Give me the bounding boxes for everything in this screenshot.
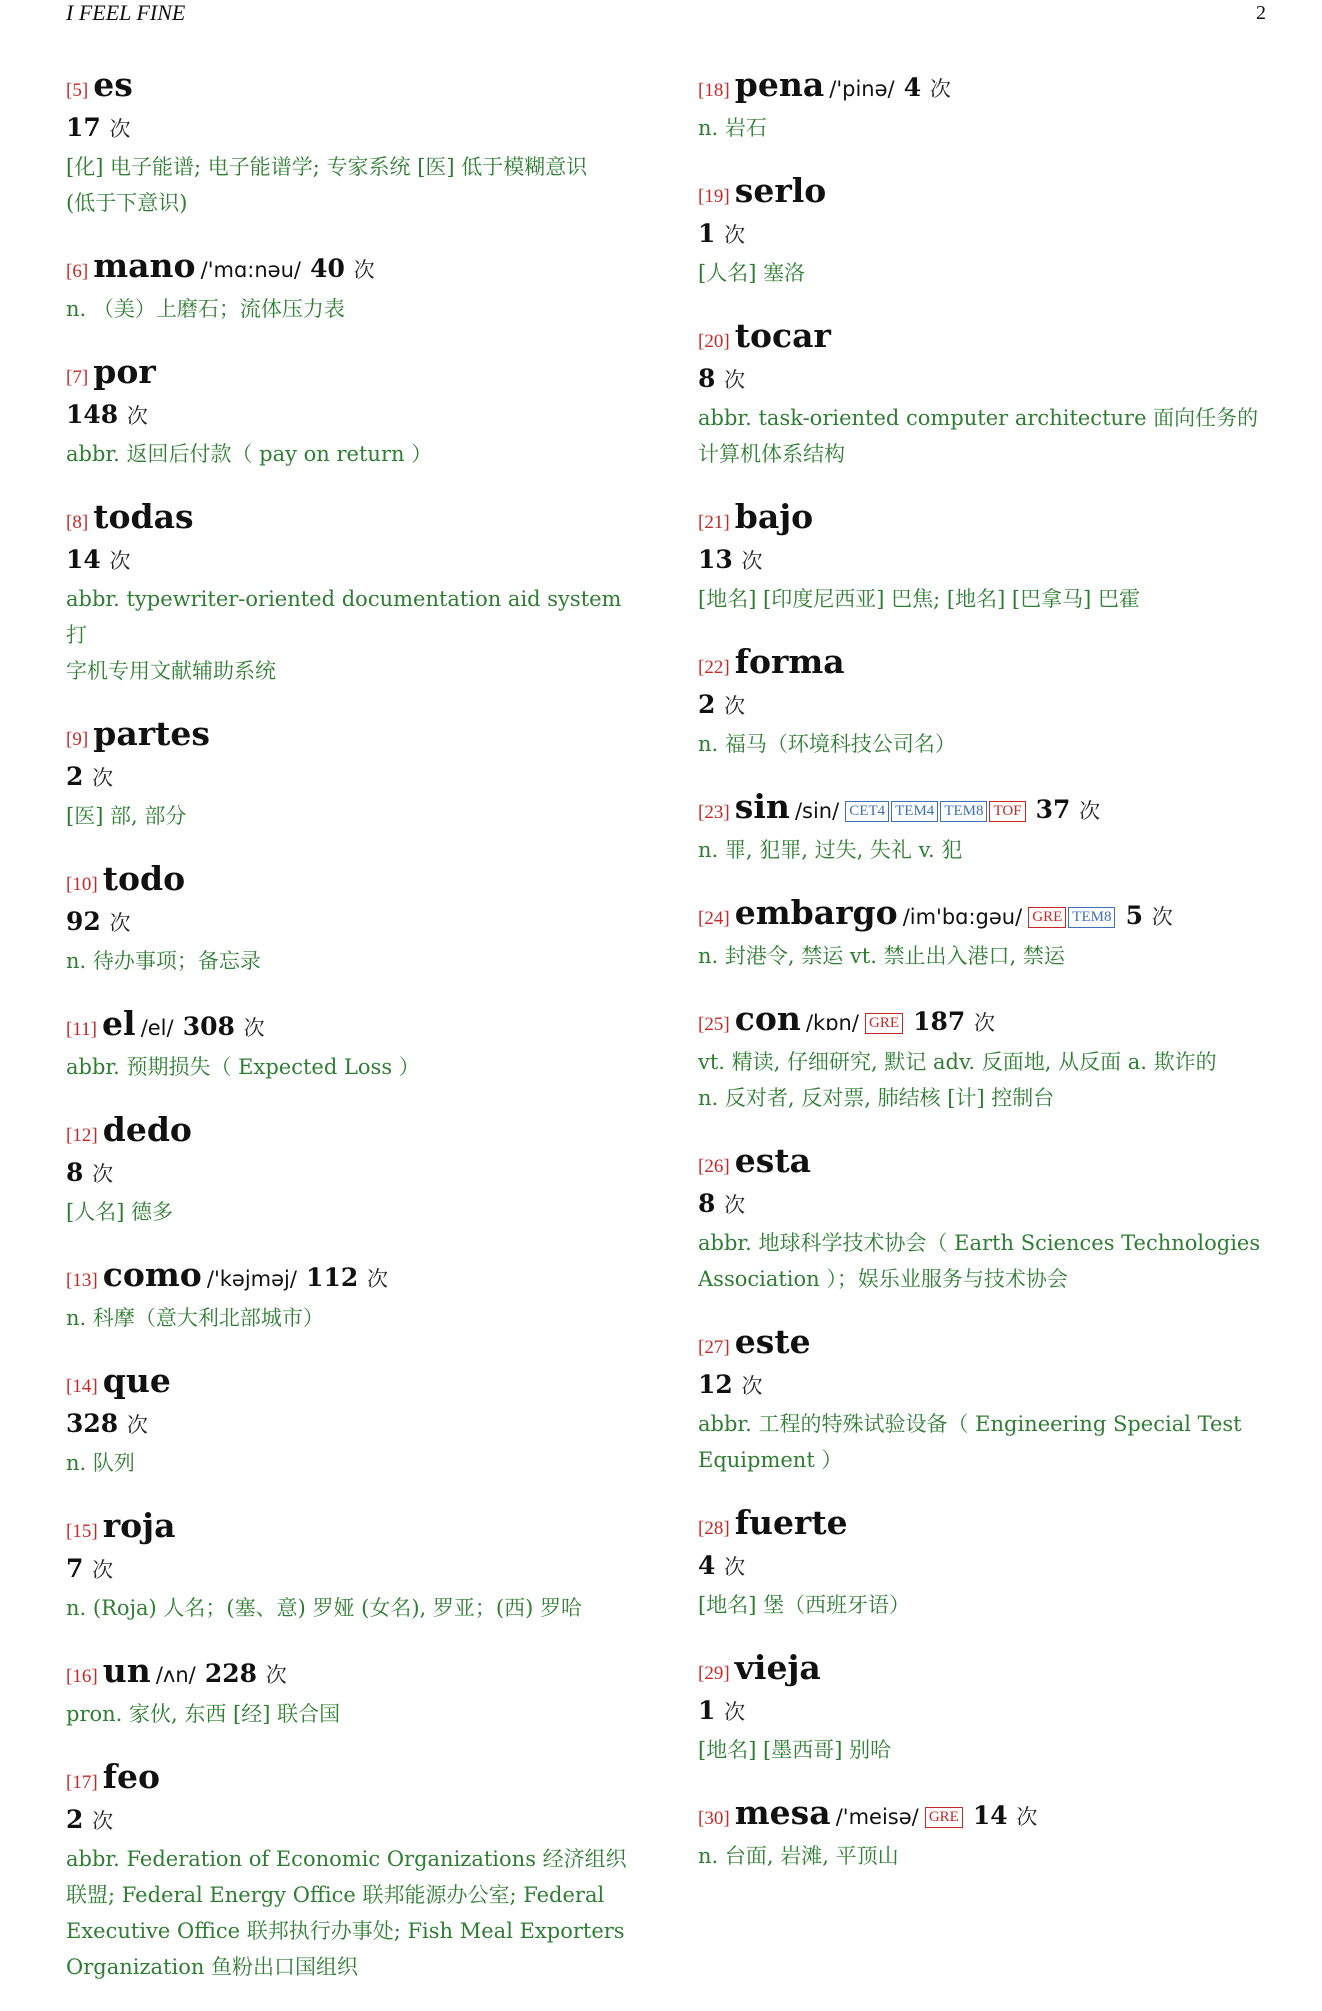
phonetic: /'kəjməj/ — [206, 1267, 297, 1291]
frequency-line — [66, 397, 636, 436]
frequency-count: 308 — [182, 1012, 235, 1041]
definition-line: [地名] [印度尼西亚] 巴焦; [地名] [巴拿马] 巴霍 — [698, 587, 1140, 611]
frequency-unit: 次 — [92, 766, 114, 790]
dictionary-entry — [698, 1794, 1278, 1874]
frequency — [698, 364, 745, 393]
entry-headline — [698, 788, 1278, 832]
headword: mano — [93, 246, 196, 285]
definition-line: n. 待办事项；备忘录 — [66, 949, 261, 973]
frequency-unit: 次 — [1151, 905, 1173, 929]
dictionary-entry — [66, 247, 636, 327]
entry-headline — [66, 1362, 636, 1406]
definition-line: n. 队列 — [66, 1451, 135, 1475]
definition-line: abbr. 地球科学技术协会（ Earth Sciences Technologies — [698, 1231, 1261, 1255]
entry-index: [6] — [66, 261, 89, 282]
phonetic: /kɒn/ — [805, 1011, 859, 1035]
dictionary-entry — [698, 66, 1278, 146]
definition-line: Equipment ） — [698, 1448, 843, 1472]
frequency-unit: 次 — [265, 1663, 287, 1687]
definition-line: [人名] 德多 — [66, 1200, 174, 1224]
frequency-unit: 次 — [1016, 1805, 1038, 1829]
entry-index: [7] — [66, 367, 89, 388]
frequency-line — [698, 216, 1278, 255]
definition — [698, 1406, 1278, 1478]
frequency-count: 37 — [1035, 795, 1071, 824]
entry-headline — [66, 1256, 636, 1300]
frequency — [66, 400, 148, 429]
definition-line: pron. 家伙, 东西 [经] 联合国 — [66, 1702, 341, 1726]
definition — [66, 798, 636, 834]
dictionary-entry — [66, 715, 636, 834]
entry-index: [21] — [698, 512, 730, 533]
frequency — [306, 1263, 388, 1292]
headword: bajo — [734, 497, 814, 536]
entry-index: [23] — [698, 802, 730, 823]
frequency-count: 1 — [698, 219, 716, 248]
frequency-unit: 次 — [126, 1413, 148, 1437]
frequency — [66, 1554, 113, 1583]
definition-line: Executive Office 联邦执行办事处; Fish Meal Exporters — [66, 1919, 625, 1943]
definition-line: abbr. 预期损失（ Expected Loss ） — [66, 1055, 420, 1079]
frequency-unit: 次 — [92, 1162, 114, 1186]
headword: feo — [102, 1757, 160, 1796]
frequency-line — [698, 687, 1278, 726]
definition — [66, 149, 636, 221]
frequency-count: 228 — [204, 1659, 258, 1688]
frequency — [66, 545, 131, 574]
frequency — [973, 1801, 1038, 1830]
dictionary-entry — [66, 1111, 636, 1230]
entry-index: [11] — [66, 1019, 97, 1040]
entry-headline — [698, 498, 1278, 542]
dictionary-entry — [66, 353, 636, 472]
headword: mesa — [734, 1793, 831, 1832]
frequency — [1126, 901, 1173, 930]
definition-line: n. 福马（环境科技公司名） — [698, 732, 956, 756]
entry-headline — [698, 894, 1278, 938]
entry-headline — [66, 353, 636, 397]
entry-index: [13] — [66, 1270, 98, 1291]
definition-line: n. 反对者, 反对票, 肺结核 [计] 控制台 — [698, 1086, 1055, 1110]
entry-headline — [66, 498, 636, 542]
headword: forma — [734, 642, 845, 681]
entry-headline — [66, 715, 636, 759]
entry-headline — [698, 1323, 1278, 1367]
entry-headline — [698, 1000, 1278, 1044]
frequency-line — [66, 110, 636, 149]
headword: vieja — [734, 1648, 821, 1687]
entry-index: [30] — [698, 1808, 730, 1829]
headword: dedo — [102, 1110, 192, 1149]
definition — [698, 1587, 1278, 1623]
frequency-unit: 次 — [109, 117, 131, 141]
frequency-unit: 次 — [724, 1193, 746, 1217]
frequency-count: 12 — [698, 1370, 733, 1399]
frequency — [310, 254, 375, 283]
frequency-count: 8 — [698, 364, 716, 393]
definition — [698, 400, 1278, 472]
entry-index: [5] — [66, 80, 89, 101]
dictionary-entry — [698, 317, 1278, 472]
page-number: 2 — [1256, 2, 1266, 24]
frequency-count: 187 — [913, 1007, 966, 1036]
headword: un — [102, 1651, 151, 1690]
frequency — [1036, 795, 1101, 824]
entry-headline — [698, 1794, 1278, 1838]
entry-headline — [66, 247, 636, 291]
left-column — [66, 66, 636, 2011]
frequency — [66, 1805, 113, 1834]
frequency-count: 92 — [66, 907, 101, 936]
entry-headline — [66, 1005, 636, 1049]
exam-tag: GRE — [1028, 907, 1066, 928]
phonetic: /'mɑ:nəu/ — [200, 258, 301, 282]
entry-index: [10] — [66, 874, 98, 895]
exam-tag: TEM8 — [1068, 907, 1115, 928]
definition-line: n. (Roja) 人名；(塞、意) 罗娅 (女名), 罗亚；(西) 罗哈 — [66, 1596, 582, 1620]
frequency-unit: 次 — [1079, 799, 1101, 823]
exam-tag: GRE — [925, 1807, 963, 1828]
definition — [66, 1696, 636, 1732]
exam-tag: TEM4 — [891, 801, 938, 822]
definition — [66, 581, 636, 689]
headword: como — [102, 1255, 202, 1294]
entry-index: [25] — [698, 1014, 730, 1035]
frequency-unit: 次 — [974, 1011, 995, 1035]
entry-index: [17] — [66, 1772, 98, 1793]
definition — [66, 1590, 636, 1626]
dictionary-entry — [66, 1507, 636, 1626]
definition-line: abbr. Federation of Economic Organizations 经济组织 — [66, 1847, 627, 1871]
frequency-line — [698, 1693, 1278, 1732]
dictionary-entry — [698, 172, 1278, 291]
dictionary-entry — [698, 894, 1278, 974]
definition — [698, 938, 1278, 974]
frequency-unit: 次 — [92, 1809, 114, 1833]
frequency — [66, 762, 113, 791]
frequency-count: 4 — [903, 73, 922, 102]
frequency-count: 148 — [66, 400, 119, 429]
dictionary-entry — [66, 498, 636, 689]
definition — [66, 1194, 636, 1230]
headword: esta — [734, 1141, 811, 1180]
frequency-count: 112 — [306, 1263, 359, 1292]
phonetic: /ʌn/ — [155, 1663, 196, 1687]
frequency — [66, 113, 131, 142]
definition — [66, 1300, 636, 1336]
frequency — [66, 1158, 113, 1187]
frequency-count: 1 — [698, 1696, 716, 1725]
entry-index: [20] — [698, 331, 730, 352]
frequency-line — [66, 1802, 636, 1841]
definition — [698, 1044, 1278, 1116]
frequency-unit: 次 — [724, 1555, 746, 1579]
frequency-unit: 次 — [724, 223, 746, 247]
definition-line: 联盟; Federal Energy Office 联邦能源办公室; Federal — [66, 1883, 605, 1907]
entry-index: [22] — [698, 657, 730, 678]
exam-tag: TEM8 — [940, 801, 987, 822]
frequency-line — [66, 1155, 636, 1194]
definition-line: 字机专用文献辅助系统 — [66, 659, 276, 683]
frequency-unit: 次 — [366, 1267, 388, 1291]
definition — [698, 1225, 1278, 1297]
headword: tocar — [734, 316, 831, 355]
entry-index: [12] — [66, 1125, 98, 1146]
entry-index: [19] — [698, 186, 730, 207]
frequency-unit: 次 — [724, 694, 746, 718]
headword: con — [734, 999, 801, 1038]
frequency-unit: 次 — [92, 1558, 114, 1582]
definition-line: n. 科摩（意大利北部城市） — [66, 1306, 324, 1330]
frequency-line — [66, 542, 636, 581]
dictionary-entry — [66, 1256, 636, 1336]
entry-headline — [698, 66, 1278, 110]
definition — [698, 1732, 1278, 1768]
exam-tag: CET4 — [845, 801, 889, 822]
definition — [698, 726, 1278, 762]
frequency-count: 7 — [66, 1554, 84, 1583]
phonetic: /'meisə/ — [835, 1805, 919, 1829]
frequency-unit: 次 — [724, 1700, 746, 1724]
entry-index: [24] — [698, 908, 730, 929]
definition-line: [地名] 堡（西班牙语） — [698, 1593, 911, 1617]
frequency-count: 2 — [698, 690, 716, 719]
exam-tag: GRE — [865, 1013, 903, 1034]
definition-line: n. 封港令, 禁运 vt. 禁止出入港口, 禁运 — [698, 944, 1065, 968]
frequency-unit: 次 — [724, 368, 746, 392]
headword: este — [734, 1322, 811, 1361]
dictionary-entry — [698, 1504, 1278, 1623]
dictionary-entry — [698, 1649, 1278, 1768]
frequency — [698, 1370, 763, 1399]
frequency-count: 13 — [698, 545, 733, 574]
entry-index: [14] — [66, 1376, 98, 1397]
frequency — [66, 907, 131, 936]
frequency-line — [66, 1551, 636, 1590]
frequency-unit: 次 — [109, 911, 131, 935]
headword: roja — [102, 1506, 176, 1545]
dictionary-entry — [66, 1362, 636, 1481]
entry-index: [26] — [698, 1156, 730, 1177]
frequency-unit: 次 — [126, 404, 148, 428]
frequency-count: 14 — [66, 545, 101, 574]
dictionary-entry — [698, 1142, 1278, 1297]
definition — [66, 1445, 636, 1481]
headword: el — [102, 1004, 136, 1043]
entry-headline — [698, 1504, 1278, 1548]
frequency-unit: 次 — [109, 549, 131, 573]
frequency-line — [66, 1406, 636, 1445]
definition-line: [人名] 塞洛 — [698, 261, 806, 285]
dictionary-entry — [66, 66, 636, 221]
headword: todo — [102, 859, 186, 898]
dictionary-entry — [698, 498, 1278, 617]
frequency-count: 5 — [1125, 901, 1143, 930]
frequency — [698, 1189, 745, 1218]
entry-index: [8] — [66, 512, 89, 533]
dictionary-entry — [66, 860, 636, 979]
frequency-count: 40 — [310, 254, 345, 283]
frequency-line — [698, 1367, 1278, 1406]
definition-line: [地名] [墨西哥] 别哈 — [698, 1738, 892, 1762]
frequency-count: 2 — [66, 1805, 84, 1834]
entry-index: [16] — [66, 1666, 98, 1687]
entry-index: [27] — [698, 1337, 730, 1358]
phonetic: /'pinə/ — [829, 77, 895, 101]
entry-index: [18] — [698, 80, 730, 101]
frequency-line — [698, 1186, 1278, 1225]
headword: serlo — [734, 171, 827, 210]
dictionary-entry — [698, 788, 1278, 868]
frequency-count: 2 — [66, 762, 84, 791]
entry-index: [28] — [698, 1518, 730, 1539]
definition-line: n. 台面, 岩滩, 平顶山 — [698, 1844, 899, 1868]
frequency-count: 4 — [698, 1551, 716, 1580]
running-head-title: I FEEL FINE — [66, 0, 186, 25]
definition-line: abbr. task-oriented computer architecture 面向任务的 — [698, 406, 1259, 430]
entry-headline — [66, 1758, 636, 1802]
definition-line: [医] 部, 部分 — [66, 804, 187, 828]
headword: es — [93, 65, 133, 104]
dictionary-entry — [66, 1652, 636, 1732]
definition — [698, 832, 1278, 868]
entry-headline — [698, 317, 1278, 361]
frequency — [183, 1012, 265, 1041]
entry-index: [9] — [66, 729, 89, 750]
headword: embargo — [734, 893, 898, 932]
frequency — [66, 1409, 148, 1438]
dictionary-entry — [66, 1005, 636, 1085]
definition-line: Organization 鱼粉出口国组织 — [66, 1955, 359, 1979]
entry-index: [15] — [66, 1521, 98, 1542]
headword: fuerte — [734, 1503, 848, 1542]
frequency-line — [698, 361, 1278, 400]
dictionary-entry — [698, 1000, 1278, 1116]
definition-line: abbr. 工程的特殊试验设备（ Engineering Special Test — [698, 1412, 1242, 1436]
definition-line: Association ）；娱乐业服务与技术协会 — [698, 1267, 1068, 1291]
entry-headline — [66, 1111, 636, 1155]
definition — [66, 291, 636, 327]
frequency-count: 8 — [66, 1158, 84, 1187]
definition — [66, 1049, 636, 1085]
entry-headline — [66, 1652, 636, 1696]
entry-headline — [698, 1142, 1278, 1186]
exam-tag: TOF — [989, 801, 1025, 822]
frequency — [205, 1659, 287, 1688]
entry-headline — [66, 1507, 636, 1551]
phonetic: /el/ — [140, 1016, 174, 1040]
frequency-line — [698, 542, 1278, 581]
frequency — [698, 545, 763, 574]
frequency-line — [698, 1548, 1278, 1587]
headword: todas — [93, 497, 194, 536]
frequency-unit: 次 — [741, 549, 763, 573]
definition — [698, 110, 1278, 146]
frequency-unit: 次 — [353, 258, 375, 282]
definition-line: vt. 精读, 仔细研究, 默记 adv. 反面地, 从反面 a. 欺诈的 — [698, 1050, 1217, 1074]
definition — [66, 943, 636, 979]
definition — [698, 581, 1278, 617]
dictionary-entry — [66, 1758, 636, 1985]
entry-headline — [66, 66, 636, 110]
headword: por — [93, 352, 156, 391]
frequency-count: 8 — [698, 1189, 716, 1218]
right-column — [698, 66, 1278, 1900]
definition — [66, 436, 636, 472]
headword: partes — [93, 714, 210, 753]
frequency — [698, 219, 745, 248]
definition-line: abbr. typewriter-oriented documentation aid system 打 — [66, 587, 622, 647]
frequency — [913, 1007, 995, 1036]
definition-line: abbr. 返回后付款（ pay on return ） — [66, 442, 433, 466]
frequency — [698, 1551, 745, 1580]
frequency-line — [66, 759, 636, 798]
definition-line: (低于下意识) — [66, 191, 188, 215]
headword: pena — [734, 65, 825, 104]
frequency-count: 14 — [972, 1801, 1008, 1830]
phonetic: /sin/ — [794, 799, 840, 823]
phonetic: /im'bɑ:gəu/ — [902, 905, 1023, 929]
dictionary-entry — [698, 1323, 1278, 1478]
frequency — [698, 1696, 745, 1725]
frequency-unit: 次 — [929, 77, 951, 101]
frequency — [904, 73, 951, 102]
frequency-count: 17 — [66, 113, 101, 142]
definition — [698, 1838, 1278, 1874]
frequency-unit: 次 — [243, 1016, 265, 1040]
definition — [698, 255, 1278, 291]
dictionary-entry — [698, 643, 1278, 762]
frequency — [698, 690, 745, 719]
definition-line: n. （美）上磨石；流体压力表 — [66, 297, 345, 321]
entry-headline — [698, 172, 1278, 216]
definition-line: n. 岩石 — [698, 116, 767, 140]
headword: que — [102, 1361, 171, 1400]
entry-index: [29] — [698, 1663, 730, 1684]
frequency-unit: 次 — [741, 1374, 763, 1398]
headword: sin — [734, 787, 790, 826]
definition-line: [化] 电子能谱; 电子能谱学; 专家系统 [医] 低于模糊意识 — [66, 155, 588, 179]
definition-line: n. 罪, 犯罪, 过失, 失礼 v. 犯 — [698, 838, 963, 862]
frequency-line — [66, 904, 636, 943]
definition — [66, 1841, 636, 1985]
entry-headline — [698, 643, 1278, 687]
entry-headline — [66, 860, 636, 904]
definition-line: 计算机体系结构 — [698, 442, 845, 466]
entry-headline — [698, 1649, 1278, 1693]
frequency-count: 328 — [66, 1409, 119, 1438]
